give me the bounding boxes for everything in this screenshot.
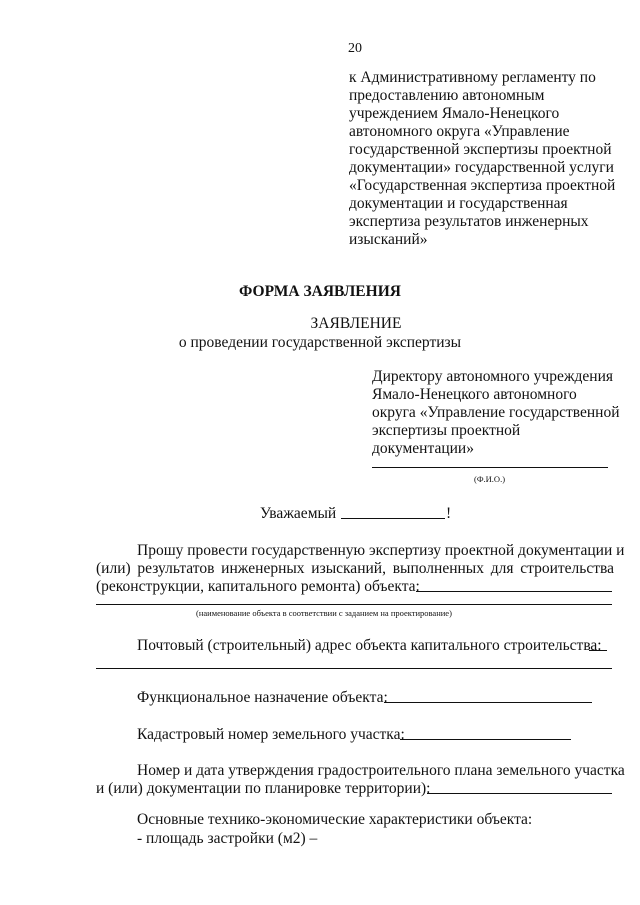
fio-field[interactable] <box>372 467 608 468</box>
addressee-block <box>372 368 640 458</box>
request-text-line: (реконструкции, капитального ремонта) объекта: <box>96 578 420 595</box>
object-name-caption: (наименование объекта в соответствии с заданием на проектирование) <box>196 608 452 618</box>
functional-purpose-field[interactable] <box>384 702 592 703</box>
gpzu-label: Номер и дата утверждения градостроительного плана земельного участка <box>137 762 625 779</box>
greeting-name-field[interactable] <box>341 518 445 519</box>
fio-caption: (Ф.И.О.) <box>474 474 506 484</box>
annex-line: предоставлению автономным <box>349 87 545 104</box>
building-area-label: - площадь застройки (м2) – <box>137 830 318 847</box>
postal-address-label: Почтовый (строительный) адрес объекта капитального строительства: <box>137 637 602 654</box>
annex-line: государственной экспертизы проектной <box>349 141 612 158</box>
gpzu-label-continued: и (или) документации по планировке территории): <box>96 780 431 797</box>
annex-line: учреждением Ямало-Ненецкого <box>349 105 560 122</box>
annex-line: изысканий» <box>349 231 428 248</box>
postal-address-field[interactable] <box>589 650 607 651</box>
request-text-line: Прошу провести государственную экспертизу проектной документации и <box>137 542 625 559</box>
document-subtitle: о проведении государственной экспертизы <box>178 334 462 351</box>
greeting-label: Уважаемый <box>260 505 337 522</box>
document-title: ЗАЯВЛЕНИЕ <box>310 315 402 332</box>
gpzu-field[interactable] <box>427 793 612 794</box>
annex-line: экспертиза результатов инженерных <box>349 213 589 230</box>
page-number: 20 <box>348 41 362 56</box>
addressee-line: Директору автономного учреждения <box>372 368 614 385</box>
annex-line: документации и государственная <box>349 195 568 212</box>
annex-line: автономного округа «Управление <box>349 123 570 140</box>
addressee-line: округа «Управление государственной <box>372 404 620 421</box>
object-name-field[interactable] <box>416 591 612 592</box>
annex-reference <box>349 69 639 249</box>
addressee-line: документации» <box>372 440 474 457</box>
cadastral-number-label: Кадастровый номер земельного участка: <box>137 726 405 743</box>
addressee-line: экспертизы проектной <box>372 422 521 439</box>
postal-address-field-continued[interactable] <box>96 668 612 669</box>
addressee-line: Ямало-Ненецкого автономного <box>372 386 577 403</box>
object-name-field-continued[interactable] <box>96 604 612 605</box>
functional-purpose-label: Функциональное назначение объекта: <box>137 689 388 706</box>
annex-line: документации» государственной услуги <box>349 159 614 176</box>
greeting-exclamation: ! <box>446 505 452 522</box>
annex-line: «Государственная экспертиза проектной <box>349 177 616 194</box>
form-title: ФОРМА ЗАЯВЛЕНИЯ <box>239 283 401 300</box>
cadastral-number-field[interactable] <box>400 739 571 740</box>
tech-econ-label: Основные технико-экономические характеристики объекта: <box>137 811 533 828</box>
request-text-line: (или) результатов инженерных изысканий, выполненных для строительства <box>96 560 614 577</box>
annex-line: к Административному регламенту по <box>349 69 596 86</box>
